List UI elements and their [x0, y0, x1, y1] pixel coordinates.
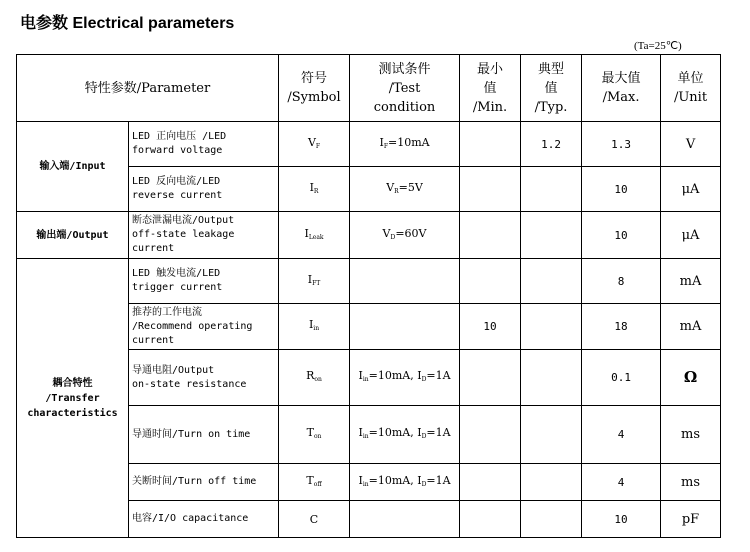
test-sub2: D: [421, 480, 427, 488]
max-cell: 4: [582, 464, 661, 501]
parameter-name: 推荐的工作电流 /Recommend operating current: [129, 304, 279, 350]
unit-cell: mA: [661, 259, 721, 304]
test-rest: =10mA, I: [368, 473, 422, 487]
header-symbol: 符号 /Symbol: [279, 55, 350, 122]
test-sub: in: [362, 376, 369, 383]
test-sub: F: [383, 142, 388, 150]
test-main: I: [358, 369, 363, 382]
symbol-cell: [279, 122, 350, 167]
typ-cell: [521, 464, 582, 501]
parameter-name: LED 正向电压 /LED forward voltage: [129, 122, 279, 167]
min-cell: [460, 167, 521, 212]
unit-cell: Ω: [661, 350, 721, 406]
symbol-sub: off: [313, 480, 322, 488]
parameter-name: LED 反向电流/LED reverse current: [129, 167, 279, 212]
typ-cell: [521, 167, 582, 212]
table-row: [17, 122, 721, 167]
symbol-sub: FT: [312, 279, 321, 287]
electrical-parameters-table: [16, 54, 721, 538]
typ-cell: [521, 406, 582, 464]
header-parameter: 特性参数/Parameter: [17, 55, 279, 122]
max-cell: 8: [582, 259, 661, 304]
test-main: I: [358, 426, 363, 439]
min-cell: [460, 259, 521, 304]
symbol-cell: [279, 350, 350, 406]
symbol-cell: [279, 167, 350, 212]
parameter-name: LED 触发电流/LED trigger current: [129, 259, 279, 304]
max-cell: 4: [582, 406, 661, 464]
unit-cell: mA: [661, 304, 721, 350]
header-test-condition: 测试条件 /Test condition: [350, 55, 460, 122]
max-cell: 1.3: [582, 122, 661, 167]
symbol-main: I: [309, 180, 314, 194]
symbol-sub: on: [314, 376, 322, 383]
min-cell: [460, 350, 521, 406]
test-rest: =10mA, I: [368, 369, 422, 382]
parameter-name: 断态泄漏电流/Output off-state leakage current: [129, 212, 279, 259]
unit-cell: V: [661, 122, 721, 167]
test-sub: in: [362, 480, 369, 488]
test-rest2: =1A: [426, 369, 451, 382]
test-sub2: D: [421, 433, 427, 440]
symbol-sub: R: [313, 187, 319, 195]
symbol-cell: [279, 406, 350, 464]
typ-cell: [521, 501, 582, 538]
test-condition-cell: [350, 406, 460, 464]
symbol-cell: [279, 259, 350, 304]
unit-cell: ms: [661, 464, 721, 501]
min-cell: [460, 122, 521, 167]
min-cell: [460, 501, 521, 538]
parameter-name: 电容/I/O capacitance: [129, 501, 279, 538]
symbol-main: V: [307, 135, 316, 149]
symbol-sub: Leak: [308, 233, 324, 241]
unit-cell: μA: [661, 212, 721, 259]
table-row: [17, 259, 721, 304]
unit-cell: pF: [661, 501, 721, 538]
test-main: V: [386, 180, 395, 194]
min-cell: [460, 212, 521, 259]
typ-cell: [521, 304, 582, 350]
parameter-name: 关断时间/Turn off time: [129, 464, 279, 501]
symbol-cell: [279, 212, 350, 259]
header-row: [17, 55, 721, 122]
typ-cell: 1.2: [521, 122, 582, 167]
min-cell: [460, 406, 521, 464]
test-sub: D: [390, 233, 396, 241]
min-cell: 10: [460, 304, 521, 350]
symbol-cell: [279, 501, 350, 538]
test-sub: R: [394, 187, 399, 195]
test-sub2: D: [421, 376, 427, 383]
table-row: [17, 212, 721, 259]
header-unit: 单位 /Unit: [661, 55, 721, 122]
test-main: I: [379, 135, 384, 149]
header-min: 最小 值 /Min.: [460, 55, 521, 122]
unit-cell: ms: [661, 406, 721, 464]
test-condition-cell: [350, 304, 460, 350]
test-sub: in: [362, 433, 369, 440]
symbol-main: T: [306, 473, 314, 487]
test-condition-cell: [350, 212, 460, 259]
symbol-sub: on: [313, 433, 322, 440]
test-rest: =10mA, I: [368, 426, 422, 439]
symbol-main: I: [304, 226, 309, 240]
test-condition-cell: [350, 259, 460, 304]
min-cell: [460, 464, 521, 501]
symbol-cell: [279, 304, 350, 350]
header-typ: 典型 值 /Typ.: [521, 55, 582, 122]
typ-cell: [521, 259, 582, 304]
test-rest: =60V: [395, 226, 427, 240]
test-main: V: [382, 226, 391, 240]
test-rest2: =1A: [426, 473, 451, 487]
parameter-name: 导通时间/Turn on time: [129, 406, 279, 464]
symbol-main: I: [308, 318, 314, 331]
test-main: I: [358, 473, 363, 487]
test-condition-cell: [350, 464, 460, 501]
max-cell: 10: [582, 167, 661, 212]
typ-cell: [521, 212, 582, 259]
group-transfer: 耦合特性 /Transfer characteristics: [17, 259, 129, 538]
test-condition-cell: [350, 350, 460, 406]
test-condition-cell: [350, 122, 460, 167]
symbol-sub: in: [313, 325, 320, 332]
test-rest2: =1A: [426, 426, 451, 439]
test-rest: =10mA: [387, 135, 430, 149]
header-max: 最大值 /Max.: [582, 55, 661, 122]
typ-cell: [521, 350, 582, 406]
unit-cell: μA: [661, 167, 721, 212]
group-output: 输出端/Output: [17, 212, 129, 259]
max-cell: 10: [582, 212, 661, 259]
symbol-main: R: [306, 369, 315, 382]
max-cell: 0.1: [582, 350, 661, 406]
symbol-main: I: [307, 272, 313, 286]
ambient-condition: (Ta=25℃): [634, 40, 682, 52]
max-cell: 10: [582, 501, 661, 538]
symbol-main: C: [309, 512, 319, 526]
test-condition-cell: [350, 501, 460, 538]
section-title: 电参数 Electrical parameters: [20, 15, 235, 32]
max-cell: 18: [582, 304, 661, 350]
symbol-main: T: [306, 426, 314, 439]
test-condition-cell: [350, 167, 460, 212]
test-rest: =5V: [398, 180, 423, 194]
parameter-name: 导通电阻/Output on-state resistance: [129, 350, 279, 406]
symbol-sub: F: [315, 142, 321, 150]
group-input: 输入端/Input: [17, 122, 129, 212]
symbol-cell: [279, 464, 350, 501]
